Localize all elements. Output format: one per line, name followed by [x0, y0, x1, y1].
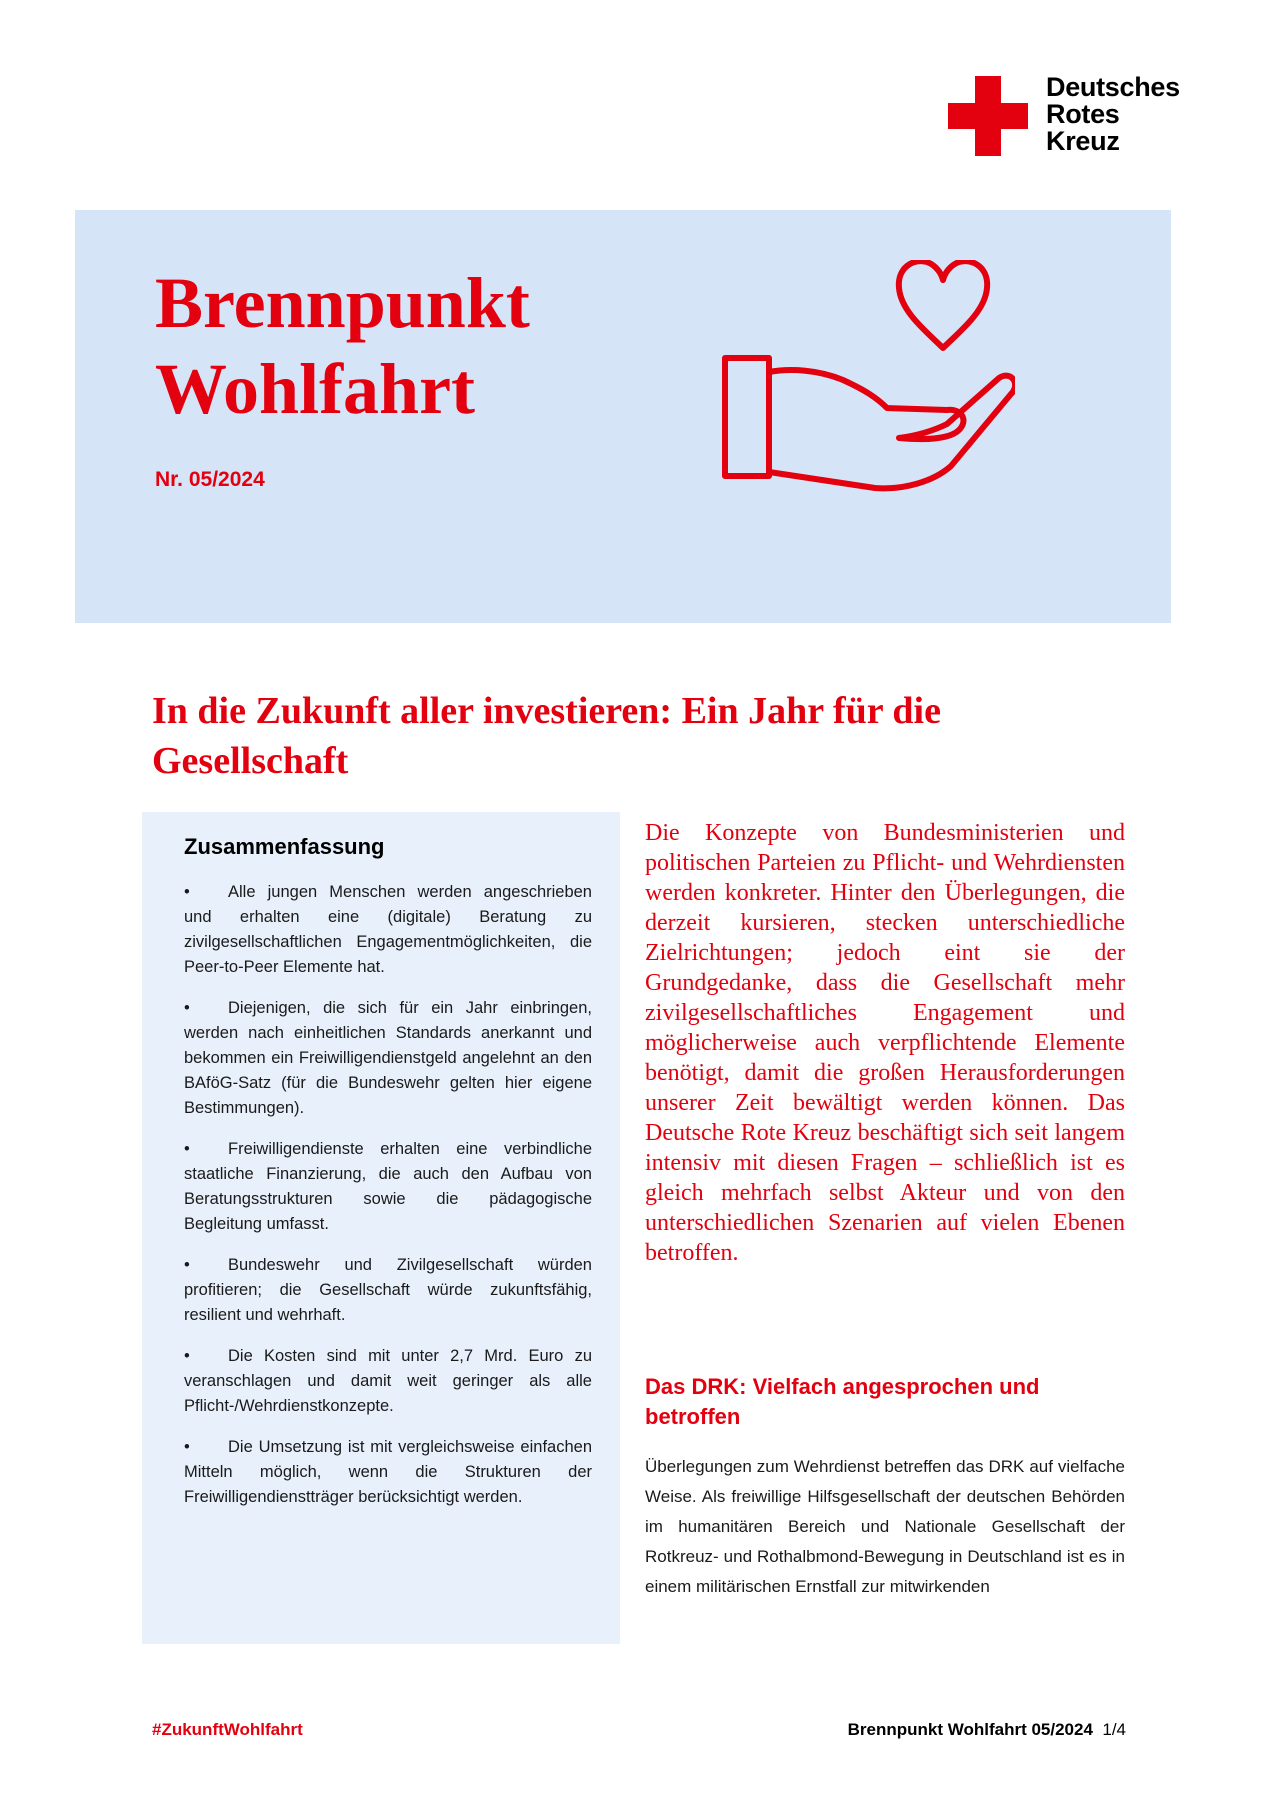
- summary-item: [184, 880, 592, 980]
- title-banner: [75, 210, 1171, 623]
- bullet-icon: •: [184, 1256, 190, 1274]
- issue-number: Nr. 05/2024: [155, 468, 265, 491]
- summary-title: Zusammenfassung: [184, 834, 385, 859]
- bullet-icon: •: [184, 1347, 190, 1365]
- footer-page-info: [848, 1720, 1126, 1740]
- drk-logo: [948, 72, 1208, 156]
- summary-item: [184, 1137, 592, 1237]
- summary-item: [184, 1435, 592, 1510]
- intro-paragraph: Die Konzepte von Bundesministerien und politischen Parteien zu Pflicht- und Wehrdiensten werden konkreter. Hinter den Überlegungen, die derzeit kursieren, stecken unterschiedliche Zielrichtungen; jedoch eint sie der Grundgedanke, dass die Gesellschaft mehr zivilgesellschaftliches Engagement und möglicherweise auch verpflichtende Elemente benötigt, damit die großen Herausforderungen unserer Zeit bewältigt werden können. Das Deutsche Rote Kreuz beschäftigt sich seit langem intensiv mit diesen Fragen – schließlich ist es gleich mehrfach selbst Akteur und von den unterschiedlichen Szenarien auf vielen Ebenen betroffen.: [645, 820, 1125, 1266]
- logo-wordmark: [1046, 74, 1180, 155]
- logo-line-2: Rotes: [1046, 99, 1120, 129]
- page-number: 1/4: [1102, 1720, 1126, 1739]
- footer-hashtag: #ZukunftWohlfahrt: [152, 1720, 303, 1739]
- summary-list: [184, 880, 592, 1526]
- article-headline: In die Zukunft aller investieren: Ein Jahr für die Gesellschaft: [152, 690, 941, 782]
- summary-item: [184, 1344, 592, 1419]
- bullet-icon: •: [184, 883, 190, 901]
- summary-item-text: Die Umsetzung ist mit vergleichsweise einfachen Mitteln möglich, wenn die Strukturen der Freiwilligendienstträger berücksichtigt werden.: [184, 1438, 592, 1506]
- title-line-1: Brennpunkt: [155, 263, 530, 343]
- bullet-icon: •: [184, 999, 190, 1017]
- summary-box: [142, 812, 620, 1644]
- publication-title: [155, 260, 530, 432]
- logo-line-3: Kreuz: [1046, 126, 1120, 156]
- red-cross-icon: [948, 76, 1028, 156]
- title-line-2: Wohlfahrt: [155, 349, 476, 429]
- summary-item-text: Die Kosten sind mit unter 2,7 Mrd. Euro zu veranschlagen und damit weit geringer als alle Pflicht-/Wehrdienstkonzepte.: [184, 1347, 592, 1415]
- bullet-icon: •: [184, 1438, 190, 1456]
- summary-item: [184, 1253, 592, 1328]
- bullet-icon: •: [184, 1140, 190, 1158]
- summary-item-text: Diejenigen, die sich für ein Jahr einbringen, werden nach einheitlichen Standards anerkannt und bekommen ein Freiwilligendienstgeld angelehnt an den BAföG-Satz (für die Bundeswehr gelten hier eigene Bestimmungen).: [184, 999, 592, 1117]
- section-body: Überlegungen zum Wehrdienst betreffen das DRK auf vielfache Weise. Als freiwillige Hilfsgesellschaft der deutschen Behörden im humanitären Bereich und Nationale Gesellschaft der Rotkreuz- und Rothalbmond-Bewegung in Deutschland ist es in einem militärischen Ernstfall zur mitwirkenden: [645, 1457, 1125, 1596]
- footer-publication: Brennpunkt Wohlfahrt 05/2024: [847, 1720, 1093, 1739]
- section-heading: Das DRK: Vielfach angesprochen und betroffen: [645, 1374, 1040, 1429]
- summary-item-text: Bundeswehr und Zivilgesellschaft würden profitieren; die Gesellschaft würde zukunftsfähig, resilient und wehrhaft.: [184, 1256, 592, 1324]
- summary-item-text: Freiwilligendienste erhalten eine verbindliche staatliche Finanzierung, die auch den Aufbau von Beratungsstrukturen sowie die pädagogische Begleitung umfasst.: [184, 1140, 592, 1233]
- logo-line-1: Deutsches: [1046, 72, 1180, 102]
- summary-item: [184, 996, 592, 1121]
- hand-holding-heart-icon: [715, 260, 1015, 500]
- summary-item-text: Alle jungen Menschen werden angeschrieben und erhalten eine (digitale) Beratung zu zivilgesellschaftlichen Engagementmöglichkeiten, die Peer-to-Peer Elemente hat.: [184, 883, 592, 976]
